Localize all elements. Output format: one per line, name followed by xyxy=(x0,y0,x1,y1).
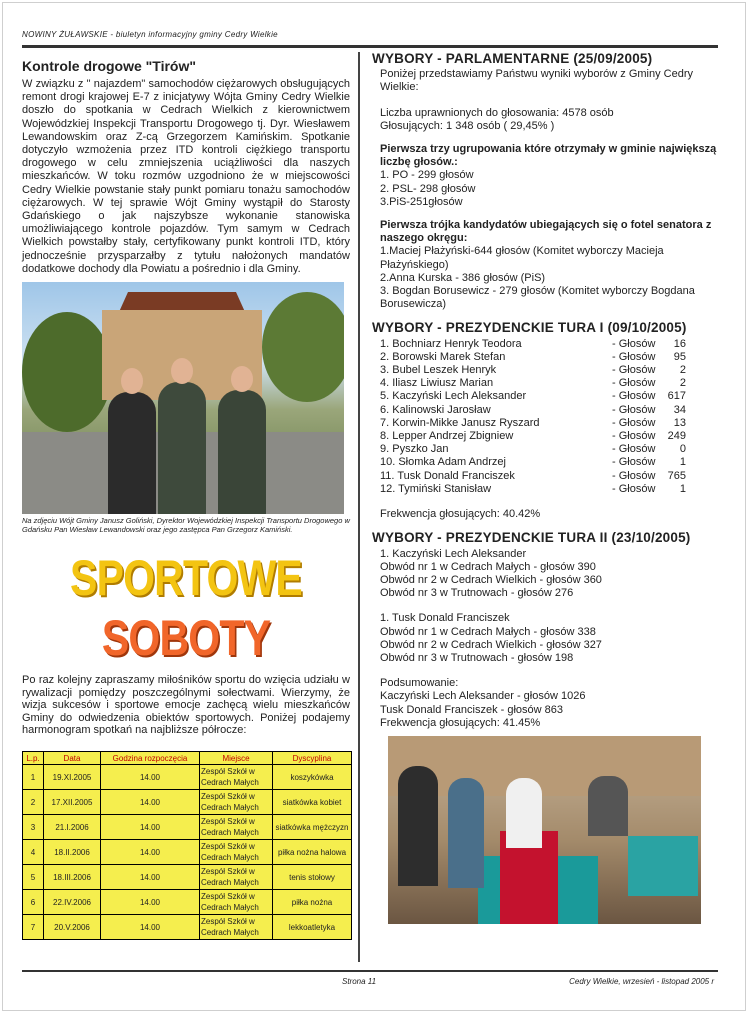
table-row xyxy=(23,790,352,815)
candidate-name: 10. Słomka Adam Andrzej xyxy=(380,456,506,469)
list-item xyxy=(380,404,720,417)
cell: 17.XII.2005 xyxy=(44,790,101,815)
votes-label: - Głosów xyxy=(612,443,656,456)
votes-value: 249 xyxy=(667,430,686,443)
list-item: Kaczyński Lech Aleksander - głosów 1026 xyxy=(380,690,586,703)
sport-banner-line2: SOBOTY xyxy=(101,610,271,667)
sport-banner-line1: SPORTOWE xyxy=(70,550,302,607)
votes-value: 2 xyxy=(679,377,686,390)
votes-value: 0 xyxy=(679,443,686,456)
votes-value: 1 xyxy=(679,456,686,469)
parl-eligible: Liczba uprawnionych do głosowania: 4578 osób xyxy=(380,106,614,119)
cell: 14.00 xyxy=(101,765,200,790)
candidate-name: 6. Kalinowski Jarosław xyxy=(380,403,491,416)
cell: piłka nożna halowa xyxy=(273,840,352,865)
list-item xyxy=(380,443,720,456)
pres1-title: WYBORY - PREZYDENCKIE TURA I (09/10/2005) xyxy=(372,320,687,336)
cell: 20.V.2006 xyxy=(44,915,101,940)
cell: Zespół Szkół w Cedrach Małych xyxy=(200,815,273,840)
votes-label: - Głosów xyxy=(612,469,656,482)
table-row xyxy=(23,915,352,940)
list-item: 2.Anna Kurska - 386 głosów (PiS) xyxy=(380,271,546,284)
candidate-name: 5. Kaczyński Lech Aleksander xyxy=(380,390,527,403)
col-header: Godzina rozpoczęcia xyxy=(101,752,200,765)
left-column xyxy=(22,52,350,940)
votes-label: - Głosów xyxy=(612,390,656,403)
photo-caption: Na zdjęciu Wójt Gminy Janusz Goliński, Dyrektor Wojewódzkiej Inspekcji Transportu Drogowego w Gdańsku Pan Wiesław Lewandowski oraz jego zastępca Pan Grzegorz Kamiński. xyxy=(22,516,350,535)
votes-label: - Głosów xyxy=(612,364,656,377)
cell: 14.00 xyxy=(101,840,200,865)
col-header: Dyscyplina xyxy=(273,752,352,765)
list-item: 1. Kaczyński Lech Aleksander xyxy=(380,547,527,560)
list-item: 2. PSL- 298 głosów xyxy=(380,182,476,195)
candidate-name: 4. Iliasz Liwiusz Marian xyxy=(380,377,494,390)
cell: 3 xyxy=(23,815,44,840)
candidate-name: 9. Pyszko Jan xyxy=(380,443,449,456)
votes-label: - Głosów xyxy=(612,456,656,469)
list-item: Obwód nr 1 w Cedrach Małych - głosów 390 xyxy=(380,560,596,573)
votes-value: 617 xyxy=(667,390,686,403)
parl-parties-title: Pierwsza trzy ugrupowania które otrzymały w gminie największą liczbę głosów.: xyxy=(380,143,717,169)
list-item: Tusk Donald Franciszek - głosów 863 xyxy=(380,703,564,716)
votes-value: 95 xyxy=(673,350,686,363)
cell: siatkówka kobiet xyxy=(273,790,352,815)
sport-intro: Po raz kolejny zapraszamy miłośników sportu do wzięcia udziału w rywalizacji pomiędzy poszczególnymi sołectwami. Wierzymy, że wizja sukcesów i sportowe emocje zachęcą wielu mieszkańców Gminy do odwiedzenia obiektów sportowych. Poniżej podajemy harmonogram spotkań na najbliższe półrocze: xyxy=(22,674,350,737)
right-column xyxy=(372,52,720,924)
list-item: Obwód nr 3 w Trutnowach - głosów 198 xyxy=(380,651,574,664)
list-item xyxy=(380,364,720,377)
cell: lekkoatletyka xyxy=(273,915,352,940)
cell: 4 xyxy=(23,840,44,865)
col-header: Data xyxy=(44,752,101,765)
candidate-name: 8. Lepper Andrzej Zbigniew xyxy=(380,430,514,443)
cell: piłka nożna xyxy=(273,890,352,915)
votes-value: 1 xyxy=(679,482,686,495)
list-item: Obwód nr 2 w Cedrach Wielkich - głosów 327 xyxy=(380,638,602,651)
cell: Zespół Szkół w Cedrach Małych xyxy=(200,915,273,940)
votes-value: 13 xyxy=(673,416,686,429)
list-item xyxy=(380,390,720,403)
article-title: Kontrole drogowe "Tirów" xyxy=(22,58,197,74)
votes-label: - Głosów xyxy=(612,430,656,443)
cell: 7 xyxy=(23,915,44,940)
cell: siatkówka mężczyzn xyxy=(273,815,352,840)
voting-photo xyxy=(388,736,701,924)
cell: 14.00 xyxy=(101,815,200,840)
list-item: Frekwencja głosujących: 41.45% xyxy=(380,716,541,729)
issue-info: Cedry Wielkie, wrzesień - listopad 2005 r xyxy=(569,977,714,986)
column-separator xyxy=(358,52,360,962)
cell: 14.00 xyxy=(101,890,200,915)
votes-value: 34 xyxy=(673,403,686,416)
cell: 19.XI.2005 xyxy=(44,765,101,790)
votes-label: - Głosów xyxy=(612,377,656,390)
candidate-name: 12. Tymiński Stanisław xyxy=(380,482,492,495)
list-item: 3. Bogdan Borusewicz - 279 głosów (Komitet wyborczy Bogdana Borusewicza) xyxy=(380,285,695,311)
cell: 1 xyxy=(23,765,44,790)
header: NOWINY ŻUŁAWSKIE - biuletyn informacyjny gminy Cedry Wielkie xyxy=(22,30,278,39)
cell: 22.IV.2006 xyxy=(44,890,101,915)
cell: Zespół Szkół w Cedrach Małych xyxy=(200,790,273,815)
schedule-table xyxy=(22,751,352,940)
pres2-title: WYBORY - PREZYDENCKIE TURA II (23/10/2005) xyxy=(372,530,691,546)
cell: Zespół Szkół w Cedrach Małych xyxy=(200,890,273,915)
list-item: Podsumowanie: xyxy=(380,677,459,690)
list-item xyxy=(380,456,720,469)
cell: Zespół Szkół w Cedrach Małych xyxy=(200,865,273,890)
list-item xyxy=(380,470,720,483)
votes-value: 765 xyxy=(667,469,686,482)
list-item xyxy=(380,417,720,430)
pres1-turnout: Frekwencja głosujących: 40.42% xyxy=(380,508,541,521)
table-row xyxy=(23,765,352,790)
pres1-results xyxy=(372,338,720,522)
col-header: L.p. xyxy=(23,752,44,765)
parl-intro: Poniżej przedstawiamy Państwu wyniki wyborów z Gminy Cedry Wielkie: xyxy=(380,68,693,94)
parl-cand-title: Pierwsza trójka kandydatów ubiegających się o fotel senatora z naszego okręgu: xyxy=(380,219,712,245)
pres2-results xyxy=(372,548,720,730)
list-item: Obwód nr 2 w Cedrach Wielkich - głosów 360 xyxy=(380,573,602,586)
cell: Zespół Szkół w Cedrach Małych xyxy=(200,840,273,865)
table-row xyxy=(23,890,352,915)
parl-title: WYBORY - PARLAMENTARNE (25/09/2005) xyxy=(372,51,653,66)
cell: 18.III.2006 xyxy=(44,865,101,890)
list-item: Obwód nr 1 w Cedrach Małych - głosów 338 xyxy=(380,625,596,638)
officials-photo xyxy=(22,282,344,514)
votes-value: 2 xyxy=(679,364,686,377)
votes-label: - Głosów xyxy=(612,337,656,350)
list-item: Obwód nr 3 w Trutnowach - głosów 276 xyxy=(380,587,574,600)
cell: 5 xyxy=(23,865,44,890)
list-item: 1. Tusk Donald Franciszek xyxy=(380,612,510,625)
votes-label: - Głosów xyxy=(612,403,656,416)
cell: 14.00 xyxy=(101,790,200,815)
list-item xyxy=(380,338,720,351)
cell: tenis stołowy xyxy=(273,865,352,890)
cell: 2 xyxy=(23,790,44,815)
cell: 14.00 xyxy=(101,915,200,940)
header-rule xyxy=(22,45,718,48)
list-item xyxy=(380,377,720,390)
votes-value: 16 xyxy=(673,337,686,350)
votes-label: - Głosów xyxy=(612,350,656,363)
footer-rule xyxy=(22,970,718,972)
list-item: 1. PO - 299 głosów xyxy=(380,169,474,182)
votes-label: - Głosów xyxy=(612,416,656,429)
candidate-name: 11. Tusk Donald Franciszek xyxy=(380,469,515,482)
article-body: W związku z " najazdem" samochodów ciężarowych obsługujących remont drogi krajowej E-7 z inicjatywy Wójta Gminy Cedry Wielkie doszło do spotkania w Cedrach Wielkich z kierownictwem Wojewódzkiej Inspekcji Transportu Drogowego tj. Dyr. Wiesławem Lewandowskim oraz Z-cą Grzegorzem Kamińskim. Spotkanie dotyczyło wzmożenia przez ITD kontroli ciężkiego transportu drogowego w celu zmniejszenia uciążliwości dla naszych mieszkańców. W toku rozmów uzgodniono że w miejscowości Cedry Wielkie powstanie stały punkt pomiaru tonażu samochodów ciężarowych. W tej sprawie Wójt Gminy wystąpił do Starosty Gdańskiego o jak najszybsze wykonanie stanowiska umożliwiającego kontrole pojazdów. Tym samym w Cedrach Wielkich powstałby stały, certyfikowany punkt kontroli ITD, który jednocześnie przysparzałby z tytułu nałożonych mandatów dodatkowe dochody dla Powiatu a pośrednio i dla Gminy. xyxy=(22,78,350,275)
candidate-name: 2. Borowski Marek Stefan xyxy=(380,350,506,363)
table-row xyxy=(23,865,352,890)
sport-banner xyxy=(52,548,321,668)
list-item xyxy=(380,483,720,496)
list-item: 3.PiS-251głosów xyxy=(380,195,463,208)
cell: 14.00 xyxy=(101,865,200,890)
list-item: 1.Maciej Płażyński-644 głosów (Komitet wyborczy Macieja Płażyńskiego) xyxy=(380,245,664,271)
cell: Zespół Szkół w Cedrach Małych xyxy=(200,765,273,790)
candidate-name: 1. Bochniarz Henryk Teodora xyxy=(380,337,522,350)
parl-voted: Głosujących: 1 348 osób ( 29,45% ) xyxy=(380,119,555,132)
cell: 21.I.2006 xyxy=(44,815,101,840)
cell: koszykówka xyxy=(273,765,352,790)
col-header: Miejsce xyxy=(200,752,273,765)
list-item xyxy=(380,430,720,443)
schedule-header-row xyxy=(23,752,352,765)
votes-label: - Głosów xyxy=(612,482,656,495)
table-row xyxy=(23,815,352,840)
cell: 18.II.2006 xyxy=(44,840,101,865)
table-row xyxy=(23,840,352,865)
list-item xyxy=(380,351,720,364)
page-number: Strona 11 xyxy=(342,977,377,986)
cell: 6 xyxy=(23,890,44,915)
candidate-name: 3. Bubel Leszek Henryk xyxy=(380,364,497,377)
candidate-name: 7. Korwin-Mikke Janusz Ryszard xyxy=(380,416,540,429)
